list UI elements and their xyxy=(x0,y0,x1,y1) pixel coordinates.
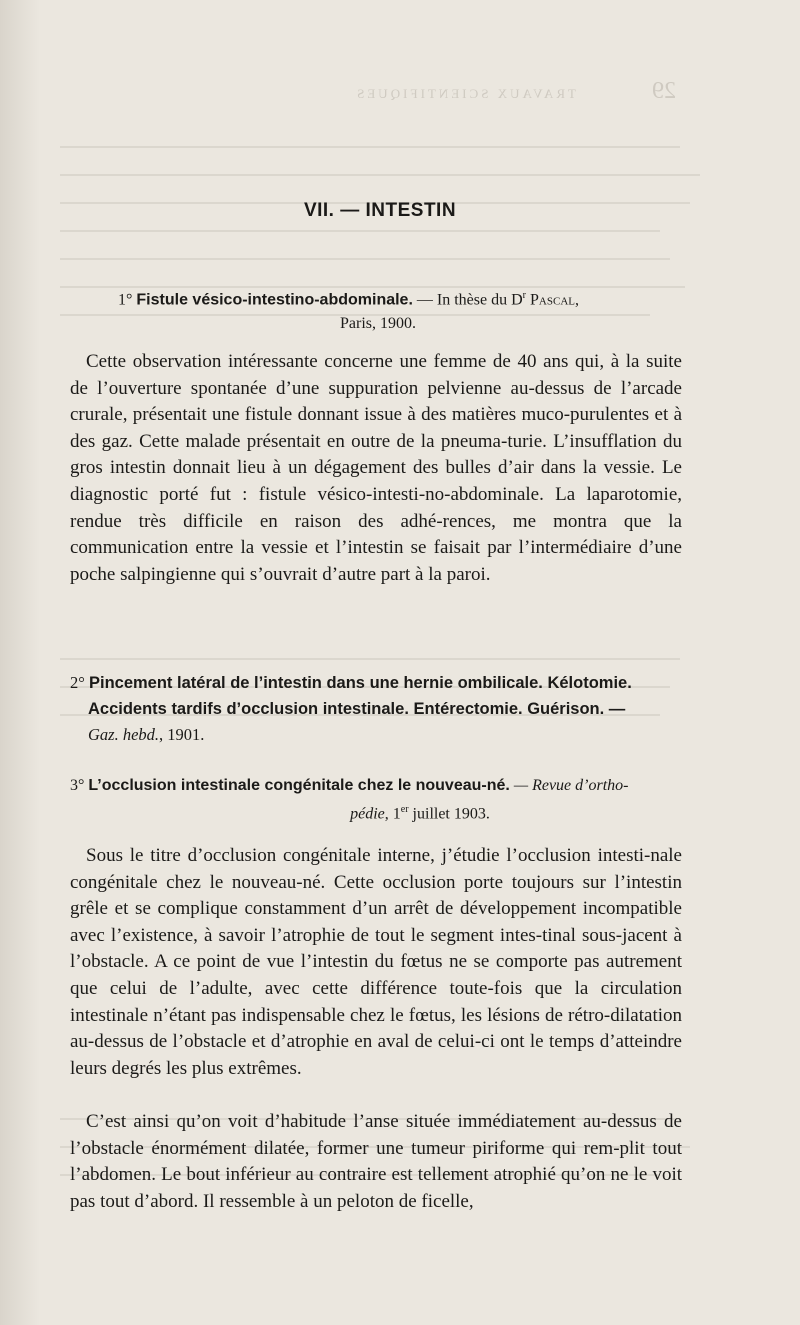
entry-source-prefix: — In thèse du D xyxy=(416,291,523,309)
entry-title: L’occlusion intestinale congénitale chez le nouveau-né. xyxy=(88,777,510,794)
paragraph-text: Sous le titre d’occlusion congénitale interne, j’étudie l’occlusion intesti-nale congénitale chez le nouveau-né. Cette occlusion porte toujours sur l’intestin grêle et se complique constamment d’un arrêt de développement incompatible avec l’existence, à savoir l’atrophie de tout le segment intes-tinal sous-jacent à l’obstacle. A ce point de vue l’intestin du fœtus ne se comporte pas autrement que celui de l’adulte, avec cette différence toute-fois que la circulation intestinale n’étant pas indispensable chez le fœtus, les lésions de rétro-dilatation au-dessus de l’obstacle et d’atrophie en aval de celui-ci ont le temps d’atteindre leurs degrés les plus extrêmes. xyxy=(70,845,682,1079)
page-gutter-shadow xyxy=(0,0,40,1325)
bibliography-entry-2 xyxy=(70,670,700,748)
entry-3-summary-paragraph-1 xyxy=(70,843,682,1082)
entry-3-summary-paragraph-2 xyxy=(70,1109,682,1215)
entry-source-prefix: — Revue d’ortho- xyxy=(513,777,629,794)
running-header: TRAVAUX SCIENTIFIQUES xyxy=(354,86,576,101)
entry-source-date-sup: er xyxy=(400,804,409,815)
entry-source-date-b: juillet 1903. xyxy=(408,805,490,823)
entry-source-place-year: Paris, 1900. xyxy=(340,315,416,333)
section-title: VII. — INTESTIN xyxy=(303,200,457,221)
bibliography-entry-3 xyxy=(70,774,700,826)
entry-1-summary xyxy=(70,349,682,588)
entry-number: 3° xyxy=(70,777,85,794)
entry-title-line-2: Accidents tardifs d’occlusion intestinale. Entérectomie. Guérison. — xyxy=(88,700,626,718)
page-number: 29 xyxy=(652,78,676,104)
paragraph-text: C’est ainsi qu’on voit d’habitude l’anse située immédiatement au-dessus de l’obstacle énormément dilatée, former une tumeur piriforme qui rem-plit tout l’abdomen. Le bout inférieur au contraire est tellement atrophié qu’on ne le voit pas tout d’abord. Il ressemble à un peloton de ficelle, xyxy=(70,1111,682,1212)
entry-source-name: Pascal, xyxy=(530,291,579,309)
bibliography-entry-1 xyxy=(118,284,678,336)
entry-title: Fistule vésico-intestino-abdominale. xyxy=(136,291,413,309)
entry-number: 1° xyxy=(118,291,133,309)
entry-source-date-a: , 1 xyxy=(384,805,401,823)
entry-title-line-1: Pincement latéral de l’intestin dans une hernie ombilicale. Kélotomie. xyxy=(88,674,632,692)
entry-number: 2° xyxy=(70,673,85,692)
paragraph-text: Cette observation intéressante concerne une femme de 40 ans qui, à la suite de l’ouverture spontanée d’une suppuration pelvienne au-dessus de l’arcade crurale, présentait une fistule donnant issue à des matières muco-purulentes et à des gaz. Cette malade présentait en outre de la pneuma-turie. L’insufflation du gros intestin donnait lieu à un dégagement des bulles d’air dans la vessie. Le diagnostic porté fut : fistule vésico-intesti-no-abdominale. La laparotomie, rendue très difficile en raison des adhé-rences, me montra que la communication entre la vessie et l’intestin se faisait par l’intermédiaire d’une poche salpingienne qui s’ouvrait d’autre part à la paroi. xyxy=(70,351,682,585)
entry-source-sup: r xyxy=(522,290,527,301)
entry-source-journal-end: pédie xyxy=(350,805,385,823)
entry-source-year: , 1901. xyxy=(159,725,205,744)
entry-source-journal: Gaz. hebd. xyxy=(88,725,160,744)
